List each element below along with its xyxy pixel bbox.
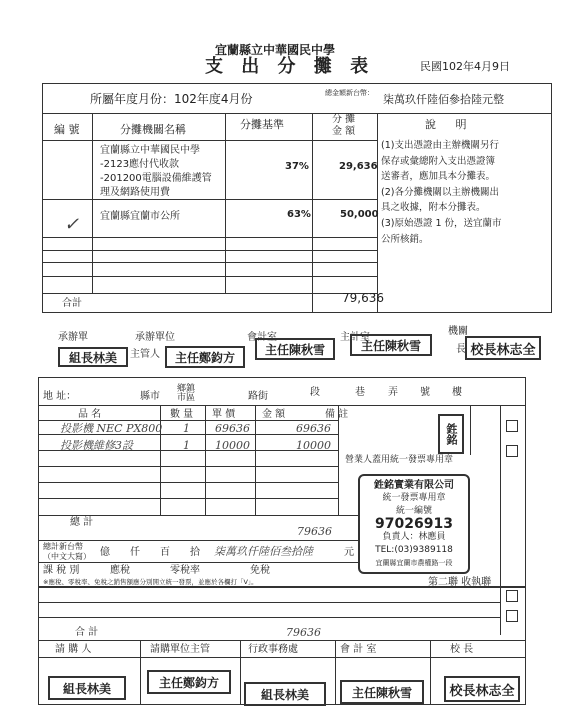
col-agency: 分攤機關名稱 xyxy=(120,123,186,136)
addr-floor: 樓 xyxy=(452,387,462,398)
company-seal xyxy=(358,474,470,574)
bottom-header-unit: 請購單位主管 xyxy=(150,644,210,655)
row1-agency-4: 理及網路使用費 xyxy=(100,187,170,198)
stamp-director: 主任鄭鈞方 xyxy=(165,346,245,368)
stamp-section-chief: 組長林美 xyxy=(58,347,128,367)
bottom-stamp-accounting: 主任陳秋雪 xyxy=(340,680,424,704)
item2-total: 10000 xyxy=(296,439,331,452)
capital-written: 柒萬玖仟陸佰叁拾陸 xyxy=(214,545,313,558)
company-tel: TEL:(03)9389118 xyxy=(375,545,453,555)
col-item: 品 名 xyxy=(78,409,102,420)
addr-lane: 巷 xyxy=(355,387,365,398)
bottom-stamp-admin: 組長林美 xyxy=(244,682,326,706)
note-line: (3)原始憑證 1 份，送宜蘭市 xyxy=(381,217,502,229)
bottom-stamp-requester: 組長林美 xyxy=(48,676,126,700)
bottom-stamp-unit: 主任鄭鈞方 xyxy=(147,670,231,694)
item1-qty: 1 xyxy=(183,422,190,435)
company-name: 鉎銘實業有限公司 xyxy=(374,480,454,491)
copy-label: 第二聯 收執聯 xyxy=(428,577,492,588)
capital-unit: 拾 xyxy=(190,547,200,558)
item2-name: 投影機維修3設 xyxy=(60,439,133,452)
col-qty: 數 量 xyxy=(170,409,194,420)
company-seal-line: 統一發票專用章 xyxy=(382,493,446,503)
col-amount-top: 分 攤 xyxy=(332,114,356,125)
period-label: 所屬年度月份：102年度4月份 xyxy=(90,92,253,106)
col-note: 備 註 xyxy=(325,409,349,420)
capital-sub: （中文大寫） xyxy=(43,552,91,561)
item1-unit: 69636 xyxy=(215,422,250,435)
form-title: 支 出 分 攤 表 xyxy=(205,56,375,77)
col-number: 編 號 xyxy=(54,123,80,136)
company-owner: 負責人：林應員 xyxy=(382,532,446,542)
tax-option-exempt: 免稅 xyxy=(250,565,270,576)
note-line: (1)支出憑證由主辦機關另行 xyxy=(381,140,499,151)
sig-label-agency: 機關 xyxy=(448,326,468,337)
checkbox[interactable] xyxy=(506,420,518,432)
bottom-header-admin: 行政事務處 xyxy=(248,644,298,655)
note-line: 送審者，應加具本分攤表。 xyxy=(381,171,496,183)
bottom-header-principal: 校 長 xyxy=(450,644,474,655)
tax-type-label: 課 稅 別 xyxy=(43,565,80,576)
row1-agency-1: 宜蘭縣立中華國民中學 xyxy=(100,145,200,156)
capital-unit: 百 xyxy=(160,547,170,558)
stamp-accounting: 主任陳秋雪 xyxy=(255,338,335,360)
sig-label-accounting: 會計室 xyxy=(247,332,277,343)
sig-label-unit: 承辦單位 xyxy=(135,332,175,343)
capital-unit: 元 xyxy=(344,547,354,558)
row1-amount: 29,636 xyxy=(339,161,378,172)
note-line: 保存或彙總附入支出憑證簿 xyxy=(381,155,496,167)
company-small-seal: 鉎銘 xyxy=(438,414,464,454)
sig-label-agency-2: 長 xyxy=(456,344,466,355)
row2-basis: 63% xyxy=(287,209,311,220)
tax-option-taxable: 應稅 xyxy=(110,565,130,576)
row2-agency: 宜蘭縣宜蘭市公所 xyxy=(100,211,180,222)
col-amount-bottom: 金 額 xyxy=(332,126,356,137)
tax-note: ※應稅、零稅率、免稅之銷售額應分別開立統一發票，並應於各欄打「V」。 xyxy=(43,578,258,586)
note-line: 公所核銷。 xyxy=(381,233,429,245)
stamp-hint: 營業人蓋用統一發票專用章 xyxy=(345,455,454,465)
addr-section: 段 xyxy=(310,387,320,398)
row1-agency-3: -201200電腦設備維護管 xyxy=(100,173,212,184)
note-line: 具之收據，附本分攤表。 xyxy=(381,202,486,214)
company-id: 97026913 xyxy=(375,516,453,532)
addr-city: 縣市 xyxy=(140,391,160,402)
item2-unit: 10000 xyxy=(215,439,250,452)
capital-unit: 億 xyxy=(100,547,110,558)
checkbox[interactable] xyxy=(506,445,518,457)
bottom-total-label: 合 計 xyxy=(75,627,99,638)
sig-label-supervisor: 主管人 xyxy=(130,349,160,360)
item1-total: 69636 xyxy=(296,422,331,435)
col-total: 金 額 xyxy=(262,409,286,420)
bottom-stamp-principal: 校長林志全 xyxy=(444,676,520,702)
row1-basis: 37% xyxy=(285,161,309,172)
company-id-label: 統一編號 xyxy=(395,506,432,516)
col-basis: 分攤基準 xyxy=(240,118,284,131)
company-address: 宜蘭縣宜蘭市農權路一段 xyxy=(375,559,453,567)
row2-amount: 50,000 xyxy=(340,209,379,220)
school-name: 宜蘭縣立中華國民中學 xyxy=(215,43,336,57)
addr-road: 路街 xyxy=(248,391,268,402)
sum-value: 79636 xyxy=(297,525,332,538)
form-date: 民國102年4月9日 xyxy=(420,60,510,73)
bottom-header-requester: 請 購 人 xyxy=(55,644,92,655)
total-words-label: 總金額新台幣： xyxy=(325,89,374,97)
row1-agency-2: -2123應付代收款 xyxy=(100,159,180,170)
stamp-principal: 校長林志全 xyxy=(465,336,541,360)
receipt-address-label: 地 址： xyxy=(43,391,77,402)
total-words: 柒萬玖仟陸佰參拾陸元整 xyxy=(383,93,504,106)
addr-number: 號 xyxy=(420,387,430,398)
row2-check: ✓ xyxy=(64,214,80,235)
col-notes: 說 明 xyxy=(425,118,475,131)
tax-option-zero: 零稅率 xyxy=(170,565,200,576)
capital-label: 總計新台幣 xyxy=(43,542,83,551)
sig-label-handler: 承辦單 xyxy=(58,332,88,343)
addr-alley: 弄 xyxy=(388,387,398,398)
stamp-comptroller: 主任陳秋雪 xyxy=(350,334,432,356)
subtotal-label: 合計 xyxy=(62,298,82,309)
item1-name: 投影機 NEC PX800 xyxy=(60,422,163,435)
notes-block xyxy=(381,138,502,247)
bottom-header-accounting: 會 計 室 xyxy=(340,644,377,655)
sum-label: 總 計 xyxy=(70,517,94,528)
bottom-total-value: 79636 xyxy=(286,626,321,639)
sig-label-head-acct: 主計室 xyxy=(340,332,370,343)
col-unit-price: 單 價 xyxy=(212,409,236,420)
subtotal-value: 79,636 xyxy=(342,291,384,305)
addr-township: 鄉鎮市區 xyxy=(176,384,195,403)
note-line: (2)各分攤機關以主辦機關出 xyxy=(381,186,499,198)
item2-qty: 1 xyxy=(183,439,190,452)
capital-unit: 仟 xyxy=(130,547,140,558)
